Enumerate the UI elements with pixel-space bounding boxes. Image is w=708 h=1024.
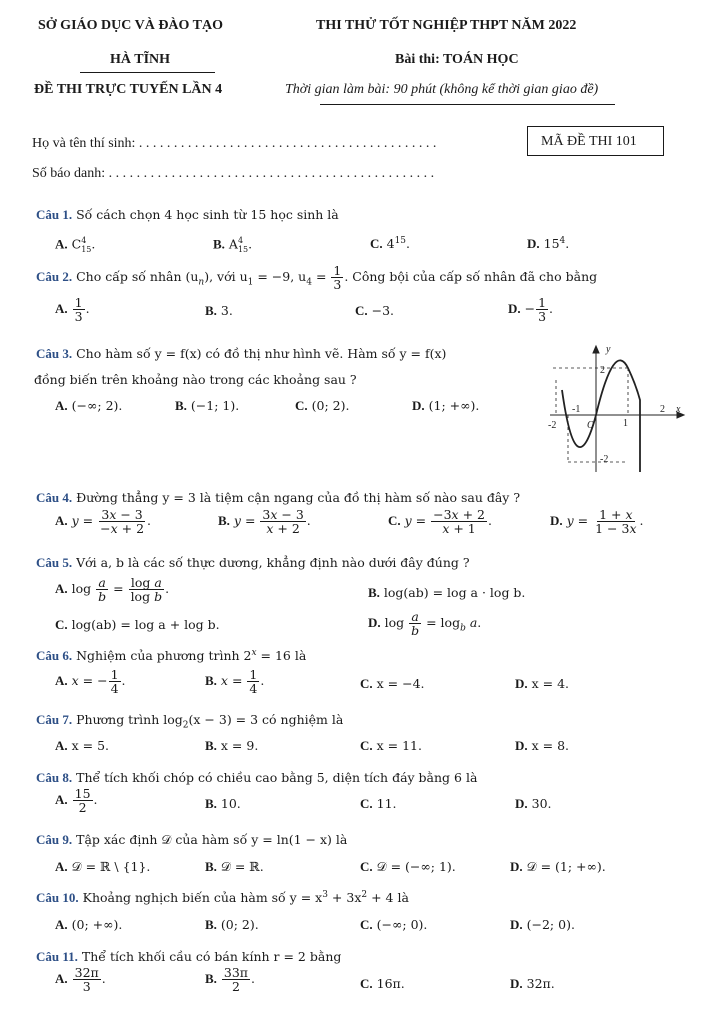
exam-title: THI THỬ TỐT NGHIỆP THPT NĂM 2022 <box>316 18 577 33</box>
question-5: Câu 5. Với a, b là các số thực dương, khẳng định nào dưới đây đúng ? <box>36 555 470 570</box>
q8-option-d[interactable]: D. 30. <box>515 796 552 811</box>
q9-option-c[interactable]: C. 𝒟 = (−∞; 1). <box>360 859 456 874</box>
question-1 <box>36 207 339 223</box>
q7-option-a[interactable]: A. x = 5. <box>55 738 110 753</box>
q11-option-c[interactable]: C. 16π. <box>360 976 405 991</box>
question-3: Câu 3. Cho hàm số y = f(x) có đồ thị như hình vẽ. Hàm số y = f(x) <box>36 346 447 361</box>
q6-option-b[interactable]: B. x = $\frac{1}{4}$ . <box>205 667 265 697</box>
q11-option-b[interactable]: B. $\frac{33\pi}{2}$ . <box>205 965 256 995</box>
q2-option-b[interactable]: B. 3. <box>205 303 233 318</box>
x-label: x <box>676 404 681 415</box>
province: HÀ TĨNH <box>110 52 171 67</box>
question-label: Câu 11. <box>36 949 78 964</box>
q1-option-b[interactable]: B. A 4 15 . <box>213 236 253 254</box>
q8-option-a[interactable]: A. $\frac{15}{2}$ . <box>55 786 98 816</box>
q4-option-d[interactable]: D. y = $\frac{1 + x}{1 - 3x}$ . <box>550 507 644 537</box>
q2-option-d[interactable]: D. − $\frac{1}{3}$ . <box>508 295 554 325</box>
question-label: Câu 9. <box>36 832 73 847</box>
question-2: Câu 2. Cho cấp số nhân $(u_n)$, với $u_1 = -9$, $u_4$ = $\frac{1}{3}$ . Công bội của cấp số nhân đã cho bằng <box>36 263 598 293</box>
q6-option-a[interactable]: A. x = − $\frac{1}{4}$ . <box>55 667 126 697</box>
q2-option-a[interactable]: A. $\frac{1}{3}$ . <box>55 295 90 325</box>
q7-option-b[interactable]: B. x = 9. <box>205 738 259 753</box>
header-underline-left <box>80 72 215 73</box>
question-label: Câu 8. <box>36 770 73 785</box>
q3-option-a[interactable]: A. (−∞; 2). <box>55 398 123 413</box>
q11-option-a[interactable]: A. $\frac{32\pi}{3}$ . <box>55 965 106 995</box>
question-6: Câu 6. Nghiệm của phương trình $2^x = 16$ là <box>36 648 307 664</box>
q1-option-c[interactable]: C. $4^{15}$. <box>370 236 411 252</box>
question-8: Câu 8. Thể tích khối chóp có chiều cao bằng 5, diện tích đáy bằng 6 là <box>36 770 478 785</box>
exam-round: ĐỀ THI TRỰC TUYẾN LẦN 4 <box>34 82 223 97</box>
question-label: Câu 6. <box>36 648 73 664</box>
q9-option-b[interactable]: B. 𝒟 = ℝ. <box>205 859 264 874</box>
q5-option-b[interactable]: B. log(ab) = log a · log b. <box>368 585 526 600</box>
q6-option-c[interactable]: C. x = −4. <box>360 676 425 691</box>
q4-option-b[interactable]: B. y = $\frac{3x - 3}{x + 2}$ . <box>218 507 311 537</box>
q1-option-a[interactable]: A. C 4 15 . <box>55 236 96 254</box>
tick-neg2x: -2 <box>548 420 557 431</box>
student-id-field[interactable]: Số báo danh: . . . . . . . . . . . . . . . . . . . . . . . . . . . . . . . . . . . . . . . . . . . . . . . <box>32 166 435 181</box>
q10-option-d[interactable]: D. (−2; 0). <box>510 917 575 932</box>
tick-2y: 2 <box>600 365 605 376</box>
q5-option-a[interactable]: A. log $\frac{a}{b}$ = $\frac{\text{log a}}{\text{log b}}$ . <box>55 575 170 605</box>
question-label: Câu 5. <box>36 555 73 570</box>
question-9: Câu 9. Tập xác định 𝒟 của hàm số y = ln(1 − x) là <box>36 832 348 847</box>
q9-option-a[interactable]: A. 𝒟 = ℝ \ {1}. <box>55 859 151 874</box>
question-label: Câu 10. <box>36 890 79 906</box>
q4-option-a[interactable]: A. y = $\frac{3x - 3}{-x + 2}$ . <box>55 507 152 537</box>
function-graph <box>548 340 688 475</box>
q10-option-b[interactable]: B. (0; 2). <box>205 917 259 932</box>
q1-option-d[interactable]: D. $15^4$. <box>527 236 570 252</box>
origin-label: O <box>587 420 595 431</box>
q10-option-c[interactable]: C. (−∞; 0). <box>360 917 428 932</box>
q4-option-c[interactable]: C. y = $\frac{-3x + 2}{x + 1}$ . <box>388 507 492 537</box>
q5-option-c[interactable]: C. log(ab) = log a + log b. <box>55 617 220 632</box>
question-7: Câu 7. Phương trình $\log_2(x - 3) = 3$ có nghiệm là <box>36 712 344 731</box>
q6-option-d[interactable]: D. x = 4. <box>515 676 570 691</box>
tick-neg2y: -2 <box>600 454 609 465</box>
tick-neg1x: -1 <box>572 404 581 415</box>
question-label: Câu 4. <box>36 490 73 505</box>
question-label: Câu 7. <box>36 712 73 727</box>
dept-title: SỞ GIÁO DỤC VÀ ĐÀO TẠO <box>38 18 224 33</box>
question-label: Câu 2. <box>36 269 73 285</box>
tick-1x: 1 <box>623 418 628 429</box>
question-10: Câu 10. Khoảng nghịch biến của hàm số $y = x^3 + 3x^2 + 4$ là <box>36 890 409 906</box>
y-axis-arrow <box>593 346 599 353</box>
question-3-cont: đồng biến trên khoảng nào trong các khoảng sau ? <box>34 372 357 387</box>
q5-option-d[interactable]: D. log $\frac{a}{b}$ = $\log_b a$. <box>368 609 482 639</box>
question-text: Số cách chọn 4 học sinh từ 15 học sinh là <box>76 207 339 222</box>
exam-code: MÃ ĐỀ THI 101 <box>541 134 637 149</box>
question-4: Câu 4. Đường thẳng y = 3 là tiệm cận ngang của đồ thị hàm số nào sau đây ? <box>36 490 521 505</box>
question-label: Câu 3. <box>36 346 73 361</box>
time-limit: Thời gian làm bài: 90 phút (không kể thời gian giao đề) <box>285 82 599 97</box>
q8-option-b[interactable]: B. 10. <box>205 796 241 811</box>
header-underline-right <box>320 104 615 105</box>
question-11: Câu 11. Thể tích khối cầu có bán kính r = 2 bằng <box>36 949 342 964</box>
q3-option-c[interactable]: C. (0; 2). <box>295 398 350 413</box>
q3-option-d[interactable]: D. (1; +∞). <box>412 398 480 413</box>
q7-option-c[interactable]: C. x = 11. <box>360 738 422 753</box>
q8-option-c[interactable]: C. 11. <box>360 796 397 811</box>
q3-option-b[interactable]: B. (−1; 1). <box>175 398 240 413</box>
student-name-field[interactable]: Họ và tên thí sinh: . . . . . . . . . . . . . . . . . . . . . . . . . . . . . . . . . . . . . . . . . . . <box>32 136 437 151</box>
y-label: y <box>606 344 611 355</box>
subject: Bài thi: TOÁN HỌC <box>395 52 519 67</box>
q9-option-d[interactable]: D. 𝒟 = (1; +∞). <box>510 859 606 874</box>
q2-option-c[interactable]: C. −3. <box>355 303 395 318</box>
question-label: Câu 1. <box>36 207 73 222</box>
tick-2x: 2 <box>660 404 665 415</box>
q10-option-a[interactable]: A. (0; +∞). <box>55 917 123 932</box>
q7-option-d[interactable]: D. x = 8. <box>515 738 570 753</box>
q11-option-d[interactable]: D. 32π. <box>510 976 555 991</box>
